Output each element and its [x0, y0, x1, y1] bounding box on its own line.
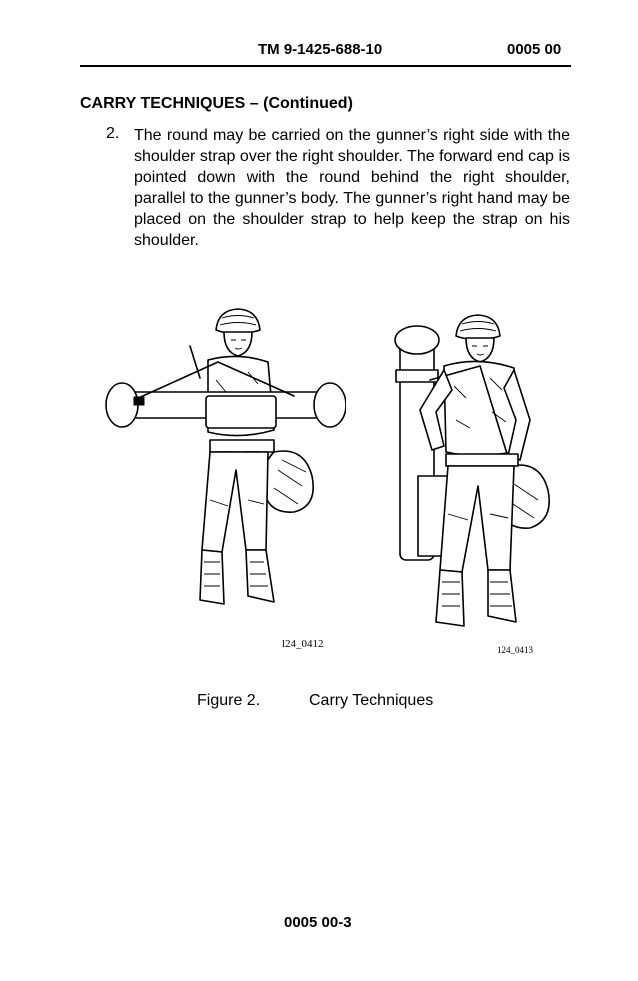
illustration-vertical-carry	[380, 300, 566, 638]
figure-id-left: l24_0412	[282, 638, 324, 650]
item-paragraph: The round may be carried on the gunner’s right side with the shoulder strap over the right shoulder. The forward end cap is pointed down with the round behind the right shoulder, parallel to the gunner’s body. The gunner’s right hand may be placed on the shoulder strap to help keep the strap on his shoulder.	[134, 127, 570, 249]
figure-caption-title: Carry Techniques	[309, 692, 434, 709]
header-tm-number: TM 9-1425-688-10	[258, 41, 383, 58]
header-work-package: 0005 00	[507, 41, 562, 58]
header-rule	[80, 65, 571, 67]
figure-caption-number: Figure 2.	[197, 692, 261, 709]
illustration-horizontal-carry	[98, 300, 346, 632]
item-number: 2.	[106, 125, 120, 142]
figure-id-right: 124_0413	[497, 645, 533, 655]
page-number: 0005 00-3	[284, 914, 352, 931]
section-title: CARRY TECHNIQUES – (Continued)	[80, 95, 353, 112]
